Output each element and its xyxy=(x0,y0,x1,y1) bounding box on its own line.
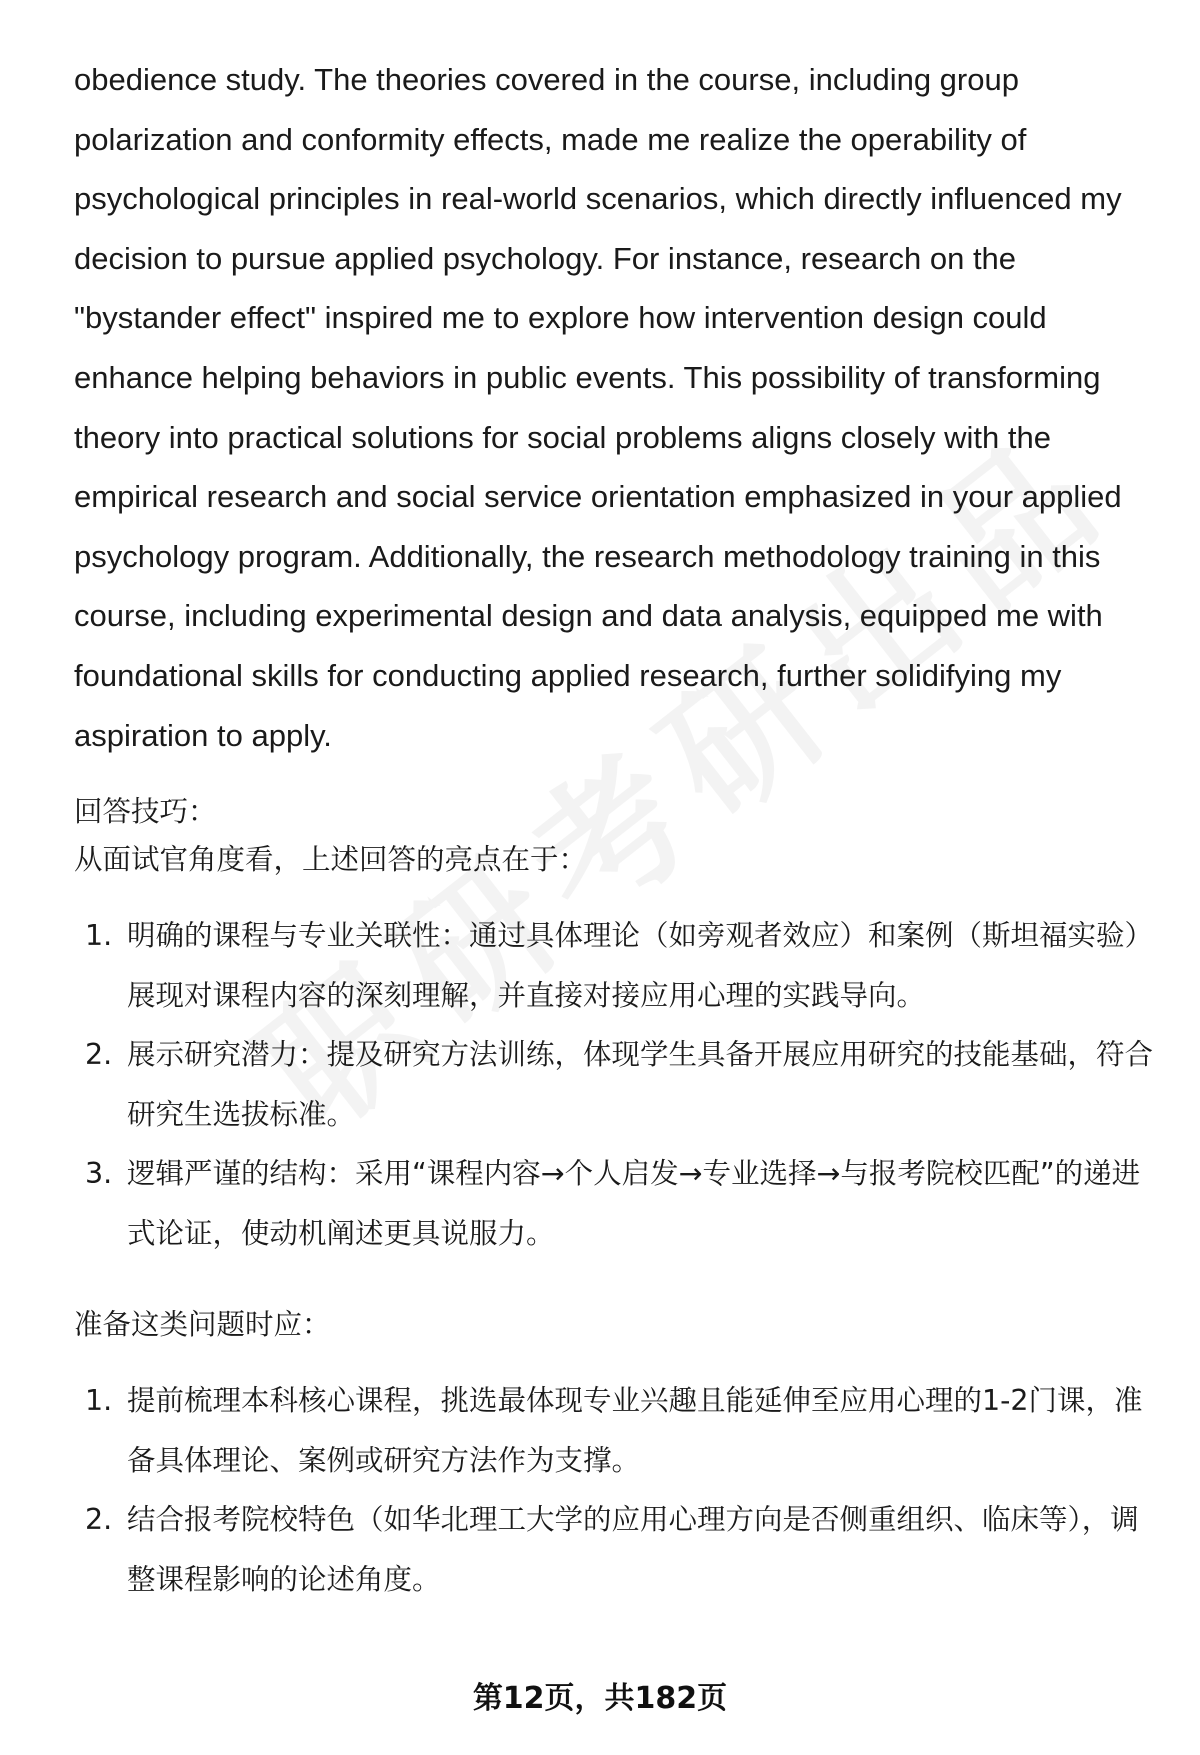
list-item xyxy=(74,1490,1154,1609)
list-text: 结合报考院校特色（如华北理工大学的应用心理方向是否侧重组织、临床等），调整课程影响的论述角度。 xyxy=(127,1503,1139,1596)
tips-subheading: 从面试官角度看，上述回答的亮点在于： xyxy=(74,843,588,877)
list-text: 逻辑严谨的结构：采用“课程内容→个人启发→专业选择→与报考院校匹配”的递进式论证，使动机阐述更具说服力。 xyxy=(127,1157,1141,1250)
list-item xyxy=(74,1371,1154,1490)
page-number: 第12页，共182页 xyxy=(472,1681,728,1716)
tips-heading: 回答技巧： xyxy=(74,795,217,829)
list-number: 2. xyxy=(85,1503,113,1537)
list-text: 明确的课程与专业关联性：通过具体理论（如旁观者效应）和案例（斯坦福实验）展现对课程内容的深刻理解，并直接对接应用心理的实践导向。 xyxy=(127,919,1154,1012)
tips-list xyxy=(74,906,1154,1263)
list-number: 2. xyxy=(85,1038,113,1072)
prepare-heading: 准备这类问题时应： xyxy=(74,1308,331,1342)
list-number: 3. xyxy=(85,1157,113,1191)
list-item xyxy=(74,1144,1154,1263)
list-text: 提前梳理本科核心课程，挑选最体现专业兴趣且能延伸至应用心理的1-2门课，准备具体理论、案例或研究方法作为支撑。 xyxy=(127,1384,1143,1477)
page-content xyxy=(74,50,1154,1609)
prepare-list xyxy=(74,1371,1154,1609)
list-text: 展示研究潜力：提及研究方法训练，体现学生具备开展应用研究的技能基础，符合研究生选拔标准。 xyxy=(127,1038,1154,1131)
list-number: 1. xyxy=(85,1384,113,1418)
body-paragraph: obedience study. The theories covered in the course, including group polarization and conformity effects, made me realize the operability of psychological principles in real-world scenarios, which directly influenced my decision to pursue applied psychology. For instance, research on the "bystander effect" inspired me to explore how intervention design could enhance helping behaviors in public events. This possibility of transforming theory into practical solutions for social problems aligns closely with the empirical research and social service orientation emphasized in your applied psychology program. Additionally, the research methodology training in this course, including experimental design and data analysis, equipped me with foundational skills for conducting applied research, further solidifying my aspiration to apply. xyxy=(74,62,1122,753)
list-item xyxy=(74,906,1154,1025)
list-number: 1. xyxy=(85,919,113,953)
list-item xyxy=(74,1025,1154,1144)
